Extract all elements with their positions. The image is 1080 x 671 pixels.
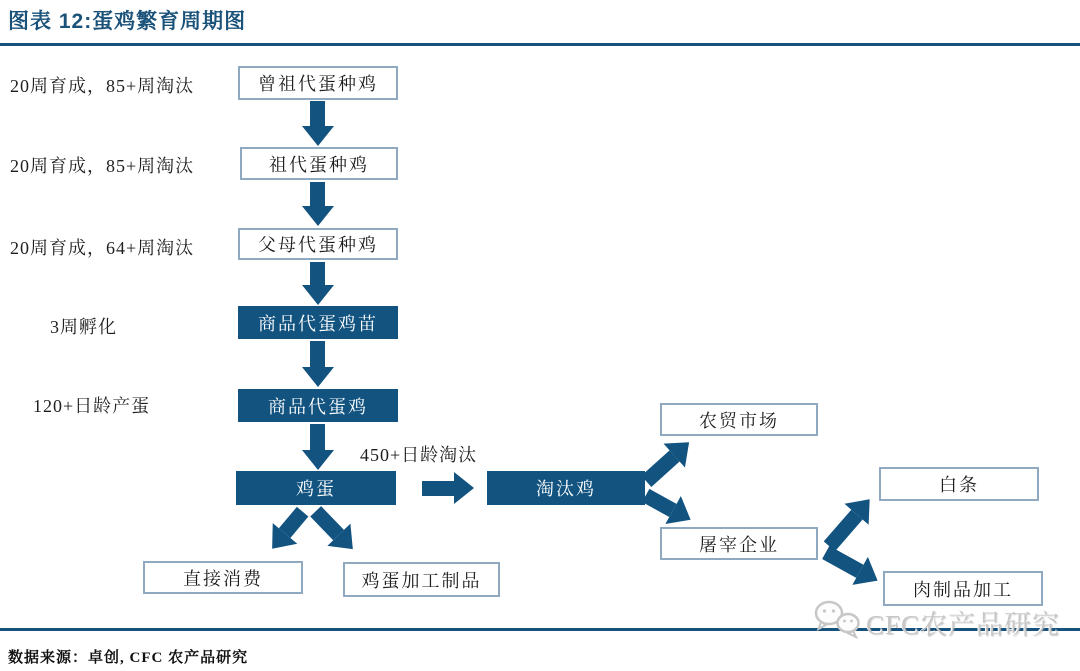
node-culled-hen: 淘汰鸡 — [487, 471, 645, 505]
arrow-culled-to-slaughter-icon — [638, 481, 698, 534]
node-meat-processing: 肉制品加工 — [883, 571, 1043, 606]
stage-label-4: 3周孵化 — [50, 317, 117, 337]
figure-title: 图表 12:蛋鸡繁育周期图 — [8, 10, 247, 33]
node-direct-consumption: 直接消费 — [143, 561, 303, 594]
node-great-grandparent: 曾祖代蛋种鸡 — [238, 66, 398, 100]
arrow-slaughter-to-meat-icon — [818, 538, 885, 595]
arrow-egg-to-direct-icon — [260, 502, 315, 559]
arrow-hen-to-egg-icon — [302, 424, 334, 470]
stage-label-2: 20周育成，85+周淘汰 — [10, 156, 195, 176]
stage-label-3: 20周育成，64+周淘汰 — [10, 238, 195, 258]
node-parent: 父母代蛋种鸡 — [238, 228, 398, 260]
stage-label-5: 120+日龄产蛋 — [33, 396, 151, 416]
node-farmers-market: 农贸市场 — [660, 403, 818, 436]
arrow-egg-to-culled-icon — [422, 472, 474, 504]
arrow-gp-to-parent-icon — [302, 182, 334, 226]
node-carcass: 白条 — [879, 467, 1039, 501]
wechat-icon — [812, 598, 862, 647]
watermark-text: CFC农产品研究 — [866, 609, 1061, 640]
title-divider — [0, 43, 1080, 46]
node-commercial-chick: 商品代蛋鸡苗 — [238, 306, 398, 339]
watermark — [812, 600, 1060, 644]
data-source-text: 数据来源：卓创, CFC 农产品研究 — [8, 650, 249, 666]
cull-age-label: 450+日龄淘汰 — [360, 445, 478, 465]
node-egg-products: 鸡蛋加工制品 — [343, 562, 500, 597]
node-commercial-hen: 商品代蛋鸡 — [238, 389, 398, 422]
arrow-ggp-to-gp-icon — [302, 101, 334, 146]
node-egg: 鸡蛋 — [236, 471, 396, 505]
stage-label-1: 20周育成，85+周淘汰 — [10, 76, 195, 96]
node-grandparent: 祖代蛋种鸡 — [240, 147, 398, 180]
arrow-chick-to-hen-icon — [302, 341, 334, 387]
arrow-egg-to-products-icon — [304, 500, 364, 560]
arrow-parent-to-chick-icon — [302, 262, 334, 305]
node-slaughterhouse: 屠宰企业 — [660, 527, 818, 560]
